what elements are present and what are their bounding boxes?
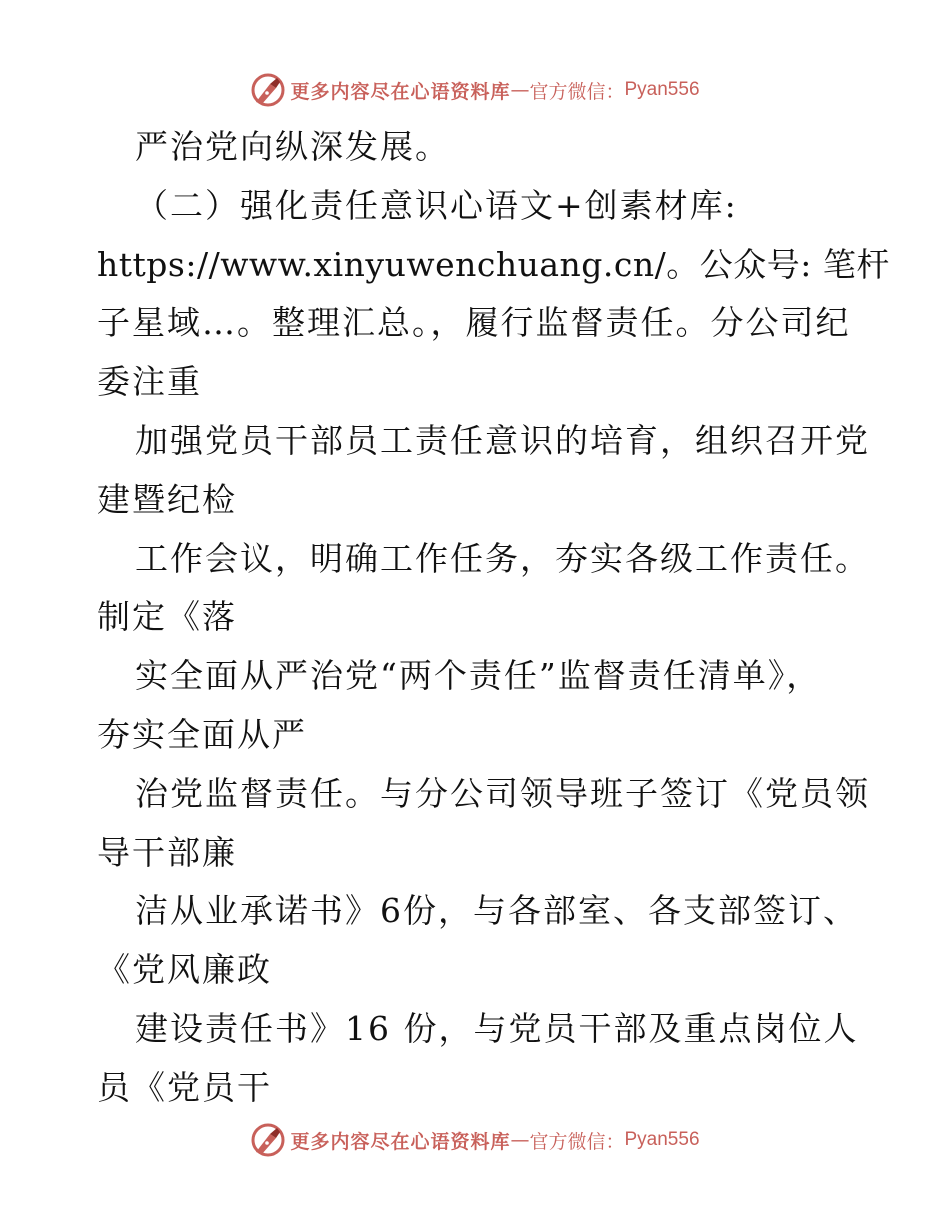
body-line: 制定《落 <box>97 597 237 637</box>
body-line: 治党监督责任。与分公司领导班子签订《党员领 <box>135 773 870 813</box>
watermark-main-text: 更多内容尽在心语资料库 <box>290 80 511 103</box>
body-line: 夯实全面从严 <box>97 714 307 754</box>
watermark-wechat-id: Pyan556 <box>624 1129 700 1150</box>
watermark-separator: — <box>510 79 530 101</box>
body-line: 员《党员干 <box>97 1067 272 1107</box>
body-line: 洁从业承诺书》6份，与各部室、各支部签订、 <box>135 891 858 931</box>
body-line: 子星域…。整理汇总。，履行监督责任。分公司纪 <box>97 303 851 343</box>
body-line: 《党风廉政 <box>97 950 272 990</box>
watermark-main-text: 更多内容尽在心语资料库 <box>290 1130 511 1153</box>
body-line: 委注重 <box>97 362 202 402</box>
watermark-wechat-label: 官方微信： <box>529 80 625 103</box>
body-line: 导干部廉 <box>97 832 237 872</box>
body-line: 工作会议，明确工作任务，夯实各级工作责任。 <box>135 538 870 578</box>
body-line: 实全面从严治党“两个责任”监督责任清单》， <box>135 656 822 696</box>
body-line: 建设责任书》16 份，与党员干部及重点岗位人 <box>135 1008 859 1048</box>
body-line: 严治党向纵深发展。 <box>135 127 450 166</box>
header-watermark <box>0 70 950 110</box>
watermark-wechat-label: 官方微信： <box>529 1130 625 1153</box>
watermark-separator: — <box>510 1129 530 1151</box>
pen-nib-logo-icon <box>250 1122 286 1158</box>
body-line: （二）强化责任意识心语文+创素材库: <box>135 185 738 225</box>
watermark-wechat-id: Pyan556 <box>624 79 700 100</box>
body-line: 加强党员干部员工责任意识的培育，组织召开党 <box>135 420 870 460</box>
body-line: 建暨纪检 <box>97 479 237 519</box>
body-line: https://www.xinyuwenchuang.cn/。公众号: 笔杆 <box>97 244 890 284</box>
document-body <box>97 118 890 1118</box>
footer-watermark <box>0 1120 950 1160</box>
pen-nib-logo-icon <box>250 72 286 108</box>
